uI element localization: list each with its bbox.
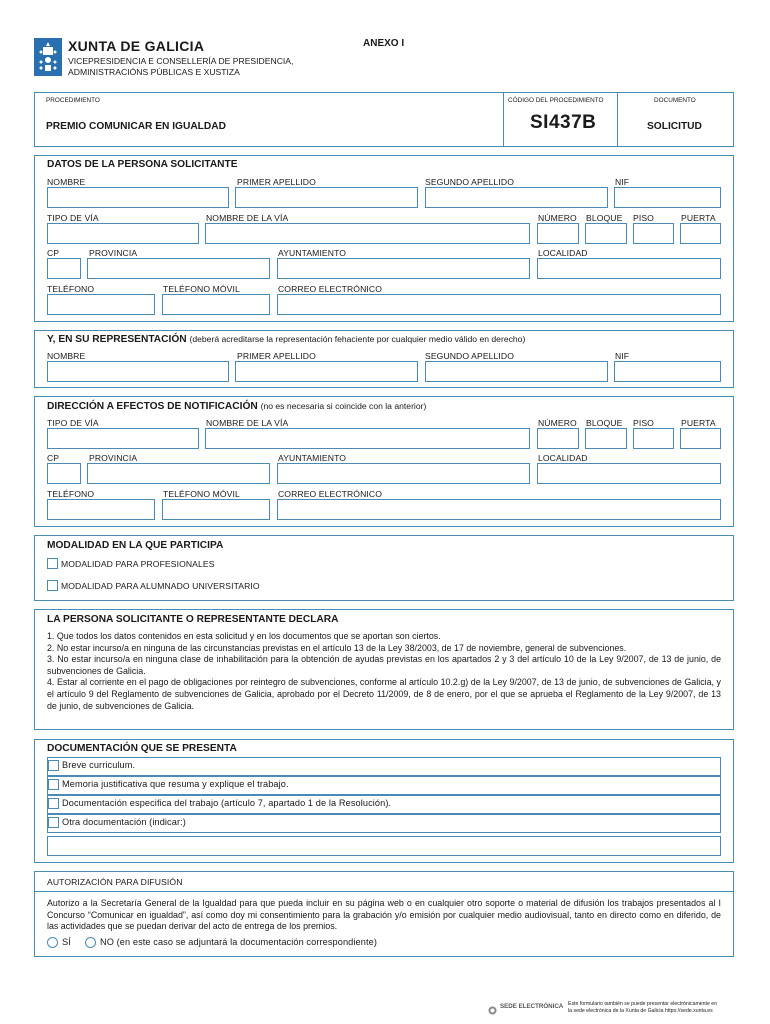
notif-provincia-field[interactable] (87, 463, 270, 484)
notif-ayuntamiento-label: AYUNTAMIENTO (278, 453, 347, 463)
notif-correo-label: CORREO ELECTRÓNICO (278, 489, 382, 499)
notif-numero-field[interactable] (537, 428, 579, 449)
notif-bloque-label: BLOQUE (586, 418, 623, 428)
org-name: XUNTA DE GALICIA (68, 38, 205, 54)
representative-note: (deberá acreditarse la representación fehaciente por cualquier medio válido en derecho) (189, 334, 526, 344)
applicant-bloque-field[interactable] (585, 223, 627, 244)
authorization-text: Autorizo a la Secretaría General de la Igualdad para que pueda incluir en su página web o en cualquier otro soporte o material de difusión los trabajos presentados al I Concurso “Comunicar en igualdad”, así como doy mi consentimiento para la grabación y/o emisión por cualquier medio audiovisual, tanto en directo como en diferido, de las actividades que se puedan derivar del acto de entrega de los premios. (47, 898, 721, 932)
notif-piso-field[interactable] (633, 428, 674, 449)
notif-cp-label: CP (47, 453, 60, 463)
applicant-nombre-via-field[interactable] (205, 223, 530, 244)
notif-telefono-movil-field[interactable] (162, 499, 270, 520)
notif-provincia-label: PROVINCIA (89, 453, 138, 463)
notif-nombre-via-label: NOMBRE DE LA VÍA (206, 418, 289, 428)
applicant-localidad-label: LOCALIDAD (538, 248, 588, 258)
rep-nif-field[interactable] (614, 361, 721, 382)
annex-title: ANEXO I (363, 38, 405, 49)
applicant-numero-label: NÚMERO (538, 213, 577, 223)
authorization-yes-label: SÍ (62, 937, 71, 947)
declaration-title: LA PERSONA SOLICITANTE O REPRESENTANTE DECLARA (47, 614, 339, 625)
applicant-nombre-label: NOMBRE (47, 177, 86, 187)
doc-cv-checkbox[interactable] (48, 760, 59, 771)
modality-students-label: MODALIDAD PARA ALUMNADO UNIVERSITARIO (61, 581, 260, 591)
doc-memoria-checkbox[interactable] (48, 779, 59, 790)
applicant-provincia-label: PROVINCIA (89, 248, 138, 258)
modality-professionals-checkbox[interactable] (47, 558, 58, 569)
doc-memoria-label: Memoria justificativa que resuma y explique el trabajo. (62, 779, 289, 789)
notif-bloque-field[interactable] (585, 428, 627, 449)
authorization-yes-radio[interactable] (47, 937, 58, 948)
procedure-divider-1 (503, 92, 504, 147)
representative-title (47, 334, 525, 345)
document-label: DOCUMENTO (654, 97, 696, 104)
declaration-item-2: 2. No estar incurso/a en ninguna de las circunstancias previstas en el artículo 13 de la Ley 38/2003, de 17 de noviembre, general de subvenciones. (47, 642, 627, 653)
applicant-nombre-field[interactable] (47, 187, 229, 208)
notif-cp-field[interactable] (47, 463, 81, 484)
applicant-tipo-via-field[interactable] (47, 223, 199, 244)
authorization-no-radio[interactable] (85, 937, 96, 948)
applicant-title: DATOS DE LA PERSONA SOLICITANTE (47, 159, 238, 170)
notification-title (47, 401, 426, 412)
declaration-item-4: 4. Estar al corriente en el pago de obligaciones por reintegro de subvenciones, conforme al artículo 10.2.g) de la Ley 9/2007, de 13 de junio, de subvenciones de Galicia, y el artículo 9 del Reglamento de subvenciones de Galicia, aprobado por el Decreto 11/2009, de 8 de enero, por el que se aprueba el Reglamento de la Ley 9/2007, de 13 de junio, de subvenciones de Galicia. (47, 677, 721, 711)
rep-nombre-field[interactable] (47, 361, 229, 382)
org-sub-1: VICEPRESIDENCIA E CONSELLERÍA DE PRESIDENCIA, (68, 56, 294, 66)
notif-puerta-field[interactable] (680, 428, 721, 449)
code-label: CÓDIGO DEL PROCEDIMIENTO (508, 97, 604, 104)
applicant-correo-label: CORREO ELECTRÓNICO (278, 284, 382, 294)
applicant-tipo-via-label: TIPO DE VÍA (47, 213, 99, 223)
applicant-telefono-field[interactable] (47, 294, 155, 315)
rep-primer-apellido-field[interactable] (235, 361, 418, 382)
representative-title-text: Y, EN SU REPRESENTACIÓN (47, 334, 187, 345)
applicant-cp-label: CP (47, 248, 60, 258)
doc-otra-input[interactable] (47, 836, 721, 856)
applicant-cp-field[interactable] (47, 258, 81, 279)
modality-professionals-label: MODALIDAD PARA PROFESIONALES (61, 559, 215, 569)
doc-cv-label: Breve curriculum. (62, 760, 136, 770)
applicant-numero-field[interactable] (537, 223, 579, 244)
applicant-telefono-movil-field[interactable] (162, 294, 270, 315)
notif-numero-label: NÚMERO (538, 418, 577, 428)
authorization-no-label: NO (en este caso se adjuntará la documentación correspondiente) (100, 937, 377, 947)
applicant-telefono-label: TELÉFONO (47, 284, 95, 294)
applicant-ayuntamiento-field[interactable] (277, 258, 530, 279)
applicant-segundo-apellido-label: SEGUNDO APELLIDO (425, 177, 514, 187)
notif-telefono-label: TELÉFONO (47, 489, 95, 499)
xunta-logo (34, 38, 62, 76)
notif-correo-field[interactable] (277, 499, 721, 520)
sede-globe-icon (488, 1006, 497, 1015)
applicant-correo-field[interactable] (277, 294, 721, 315)
notification-note: (no es necesaria si coincide con la anterior) (260, 401, 427, 411)
procedure-label: PROCEDIMIENTO (46, 97, 100, 104)
applicant-bloque-label: BLOQUE (586, 213, 623, 223)
authorization-title: AUTORIZACIÓN PARA DIFUSIÓN (47, 877, 183, 887)
applicant-puerta-label: PUERTA (681, 213, 716, 223)
notif-tipo-via-label: TIPO DE VÍA (47, 418, 99, 428)
applicant-primer-apellido-field[interactable] (235, 187, 418, 208)
doc-otra-checkbox[interactable] (48, 817, 59, 828)
rep-nombre-label: NOMBRE (47, 351, 86, 361)
org-sub-2: ADMINISTRACIÓNS PÚBLICAS E XUSTIZA (68, 67, 240, 77)
procedure-value: PREMIO COMUNICAR EN IGUALDAD (46, 121, 226, 132)
modality-title: MODALIDAD EN LA QUE PARTICIPA (47, 540, 224, 551)
applicant-nombre-via-label: NOMBRE DE LA VÍA (206, 213, 289, 223)
applicant-nif-field[interactable] (614, 187, 721, 208)
doc-otra-label: Otra documentación (indicar:) (62, 817, 186, 827)
applicant-piso-label: PISO (633, 213, 654, 223)
applicant-piso-field[interactable] (633, 223, 674, 244)
xunta-shield-icon (34, 38, 62, 76)
declaration-item-3: 3. No estar incurso/a en ninguna clase de inhabilitación para la obtención de ayudas previstas en los apartados 2 y 3 del artículo 10 de la Ley 9/2007, de 13 de junio, de subvenciones de Galicia. (47, 654, 721, 676)
document-value: SOLICITUD (647, 121, 702, 132)
applicant-ayuntamiento-label: AYUNTAMIENTO (278, 248, 347, 258)
doc-especifica-label: Documentación especifica del trabajo (artículo 7, apartado 1 de la Resolución). (62, 798, 392, 808)
rep-segundo-apellido-label: SEGUNDO APELLIDO (425, 351, 514, 361)
notif-ayuntamiento-field[interactable] (277, 463, 530, 484)
notif-telefono-movil-label: TELÉFONO MÓVIL (163, 489, 240, 499)
applicant-primer-apellido-label: PRIMER APELLIDO (237, 177, 316, 187)
notif-piso-label: PISO (633, 418, 654, 428)
applicant-puerta-field[interactable] (680, 223, 721, 244)
notif-localidad-label: LOCALIDAD (538, 453, 588, 463)
procedure-divider-2 (617, 92, 618, 147)
rep-segundo-apellido-field[interactable] (425, 361, 608, 382)
notif-nombre-via-field[interactable] (205, 428, 530, 449)
declaration-text (47, 631, 721, 712)
applicant-telefono-movil-label: TELÉFONO MÓVIL (163, 284, 240, 294)
documentation-title: DOCUMENTACIÓN QUE SE PRESENTA (47, 743, 237, 754)
declaration-item-1: 1. Que todos los datos contenidos en esta solicitud y en los documentos que se aportan son ciertos. (47, 631, 441, 641)
sede-label: SEDE ELECTRÓNICA (500, 1003, 564, 1010)
notif-localidad-field[interactable] (537, 463, 721, 484)
notification-title-text: DIRECCIÓN A EFECTOS DE NOTIFICACIÓN (47, 401, 258, 412)
applicant-provincia-field[interactable] (87, 258, 270, 279)
applicant-nif-label: NIF (615, 177, 630, 187)
applicant-segundo-apellido-field[interactable] (425, 187, 608, 208)
modality-students-checkbox[interactable] (47, 580, 58, 591)
rep-nif-label: NIF (615, 351, 630, 361)
procedure-box (34, 92, 734, 147)
applicant-localidad-field[interactable] (537, 258, 721, 279)
notif-telefono-field[interactable] (47, 499, 155, 520)
notif-tipo-via-field[interactable] (47, 428, 199, 449)
rep-primer-apellido-label: PRIMER APELLIDO (237, 351, 316, 361)
doc-row-1 (47, 757, 721, 776)
footer-note-2: la sede electrónica de la Xunta de Galicia https://sede.xunta.es (568, 1008, 713, 1014)
code-value: SI437B (530, 112, 597, 133)
doc-especifica-checkbox[interactable] (48, 798, 59, 809)
authorization-divider (34, 891, 734, 892)
footer-note-1: Este formulario también se puede presentar electrónicamente en (568, 1001, 718, 1007)
sede-logo (488, 1002, 497, 1011)
notif-puerta-label: PUERTA (681, 418, 716, 428)
